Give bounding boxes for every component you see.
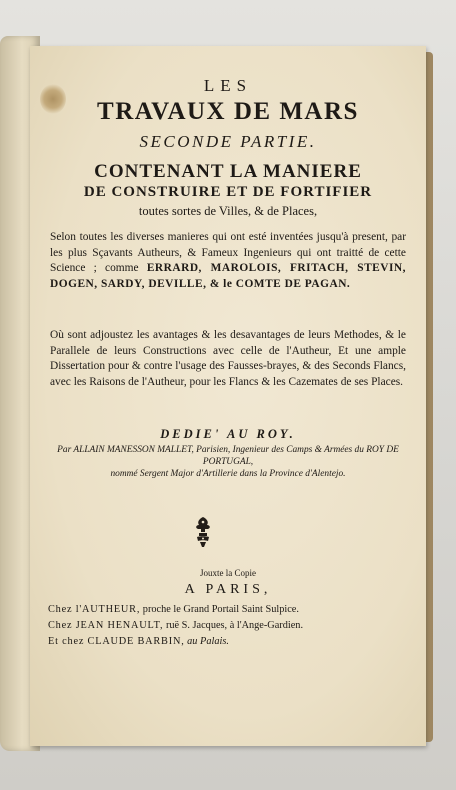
paragraph-contents: Où sont adjoustez les avantages & les desavantages de leurs Methodes, & le Parallele de leurs Constructions avec celle de l'Autheur, Et une ample Dissertation pour & contre l'usage des Fausses-brayes, & des Seconds Flancs, avec les Raisons de l'Autheur, pour les Flancs & les Cazemates de ses Places.: [50, 329, 406, 388]
seller-2-name: Chez JEAN HENAULT,: [48, 620, 164, 631]
seller-1-name: Chez l'AUTHEUR,: [48, 604, 141, 615]
printer-ornament-icon: [193, 516, 213, 548]
main-title: TRAVAUX DE MARS: [97, 98, 359, 125]
author-line-2: nommé Sergent Major d'Artillerie dans la Province d'Alentejo.: [110, 469, 346, 479]
title-les: LES: [203, 76, 253, 95]
author-line-1: Par ALLAIN MANESSON MALLET, Parisien, Ingenieur des Camps & Armées du ROY DE PORTUGAL,: [57, 445, 399, 467]
seller-3-name: Et chez CLAUDE BARBIN,: [48, 636, 185, 647]
author-block: [56, 444, 400, 480]
part-subtitle: SECONDE PARTIE.: [139, 132, 317, 151]
paragraph-authors-text: Selon toutes les diverses manieres qui ont esté inventées jusqu'à present, par les plus Sçavants Autheurs, & Fameux Ingenieurs qui ont traitté de cette Science ; comme: [50, 231, 406, 274]
dedication: DEDIE' AU ROY.: [160, 427, 296, 441]
seller-line-2: [48, 620, 410, 631]
heading-contenant: CONTENANT LA MANIERE: [94, 161, 362, 182]
imprint-city: A PARIS,: [184, 582, 272, 597]
title-page: [30, 46, 426, 746]
heading-villes: toutes sortes de Villes, & de Places,: [138, 204, 318, 218]
paragraph-authors: [50, 230, 406, 292]
seller-line-3: [48, 636, 410, 647]
paragraph-authors-names: ERRARD, MAROLOIS, FRITACH, STEVIN, DOGEN, SARDY, DEVILLE, & le COMTE DE PAGAN.: [50, 262, 406, 290]
heading-construire: DE CONSTRUIRE ET DE FORTIFIER: [83, 184, 373, 200]
seller-line-1: [48, 604, 410, 615]
imprint-note: Jouxte la Copie: [200, 568, 256, 578]
seller-3-place: au Palais.: [187, 636, 229, 647]
seller-1-place: proche le Grand Portail Saint Sulpice.: [142, 604, 299, 615]
seller-2-place: ruë S. Jacques, à l'Ange-Gardien.: [165, 620, 304, 631]
